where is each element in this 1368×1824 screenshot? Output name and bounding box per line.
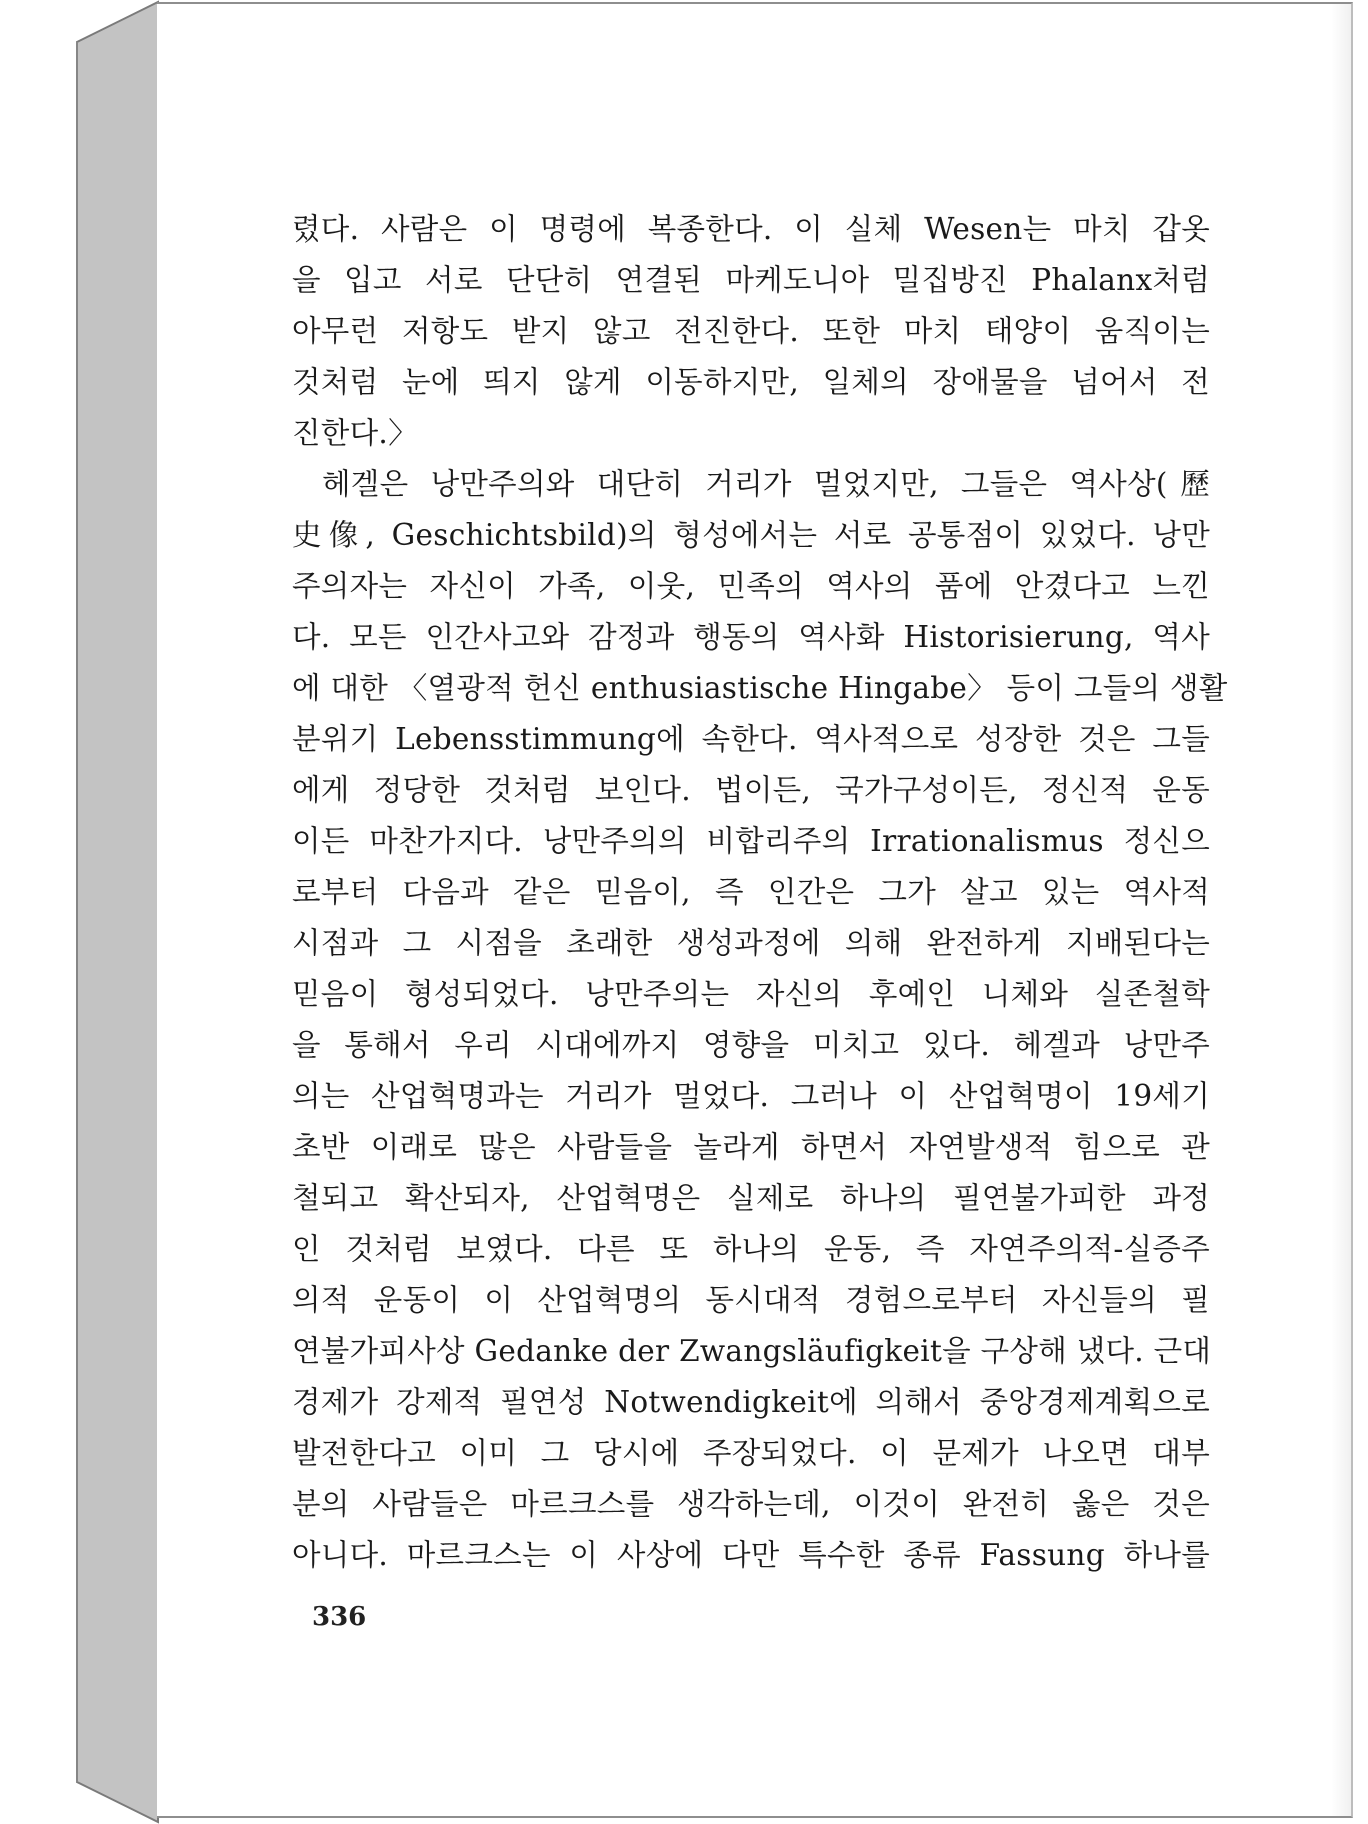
text-line: 것처럼 눈에 띄지 않게 이동하지만, 일체의 장애물을 넘어서 전 [292, 365, 1210, 399]
body-text [292, 204, 1228, 1581]
text-line: 시점과 그 시점을 초래한 생성과정에 의해 완전하게 지배된다는 [292, 926, 1210, 960]
text-line: 진한다.〉 [292, 416, 418, 450]
text-line: 렸다. 사람은 이 명령에 복종한다. 이 실체 Wesen는 마치 갑옷 [292, 212, 1210, 246]
text-line: 초반 이래로 많은 사람들을 놀라게 하면서 자연발생적 힘으로 관 [292, 1130, 1210, 1164]
text-line: 분위기 Lebensstimmung에 속한다. 역사적으로 성장한 것은 그들 [292, 722, 1210, 756]
text-line: 발전한다고 이미 그 당시에 주장되었다. 이 문제가 나오면 대부 [292, 1436, 1210, 1470]
text-line: 믿음이 형성되었다. 낭만주의는 자신의 후예인 니체와 실존철학 [292, 977, 1210, 1011]
text-line: 이든 마찬가지다. 낭만주의의 비합리주의 Irrationalismus 정신으 [292, 824, 1210, 858]
text-line: 아무런 저항도 받지 않고 전진한다. 또한 마치 태양이 움직이는 [292, 314, 1210, 348]
text-line: 주의자는 자신이 가족, 이웃, 민족의 역사의 품에 안겼다고 느낀 [292, 569, 1210, 603]
text-line: 의는 산업혁명과는 거리가 멀었다. 그러나 이 산업혁명이 19세기 [292, 1079, 1210, 1113]
book-spine [0, 0, 160, 1824]
book-page [157, 2, 1353, 1818]
text-line: 에게 정당한 것처럼 보인다. 법이든, 국가구성이든, 정신적 운동 [292, 773, 1210, 807]
text-line: 을 입고 서로 단단히 연결된 마케도니아 밀집방진 Phalanx처럼 [292, 263, 1210, 297]
text-line: 철되고 확산되자, 산업혁명은 실제로 하나의 필연불가피한 과정 [292, 1181, 1210, 1215]
text-line: 분의 사람들은 마르크스를 생각하는데, 이것이 완전히 옳은 것은 [292, 1487, 1210, 1521]
page-number: 336 [312, 1602, 367, 1632]
text-line: 인 것처럼 보였다. 다른 또 하나의 운동, 즉 자연주의적-실증주 [292, 1232, 1210, 1266]
text-line: 을 통해서 우리 시대에까지 영향을 미치고 있다. 헤겔과 낭만주 [292, 1028, 1210, 1062]
text-line: 연불가피사상 Gedanke der Zwangsläufigkeit을 구상해 냈다. 근대 [292, 1334, 1212, 1368]
text-line: 경제가 강제적 필연성 Notwendigkeit에 의해서 중앙경제계획으로 [292, 1385, 1210, 1419]
text-line: 에 대한 〈열광적 헌신 enthusiastische Hingabe〉 등이 그들의 생활 [292, 671, 1228, 705]
text-line: 아니다. 마르크스는 이 사상에 다만 특수한 종류 Fassung 하나를 [292, 1538, 1210, 1572]
text-line: 다. 모든 인간사고와 감정과 행동의 역사화 Historisierung, 역사 [292, 620, 1210, 654]
text-line: 로부터 다음과 같은 믿음이, 즉 인간은 그가 살고 있는 역사적 [292, 875, 1210, 909]
text-line: 헤겔은 낭만주의와 대단히 거리가 멀었지만, 그들은 역사상(歷 [322, 467, 1210, 501]
text-line: 의적 운동이 이 산업혁명의 동시대적 경험으로부터 자신들의 필 [292, 1283, 1210, 1317]
text-line: 史像, Geschichtsbild)의 형성에서는 서로 공통점이 있었다. 낭만 [292, 518, 1210, 552]
page-edge-shadow [1331, 4, 1351, 1816]
